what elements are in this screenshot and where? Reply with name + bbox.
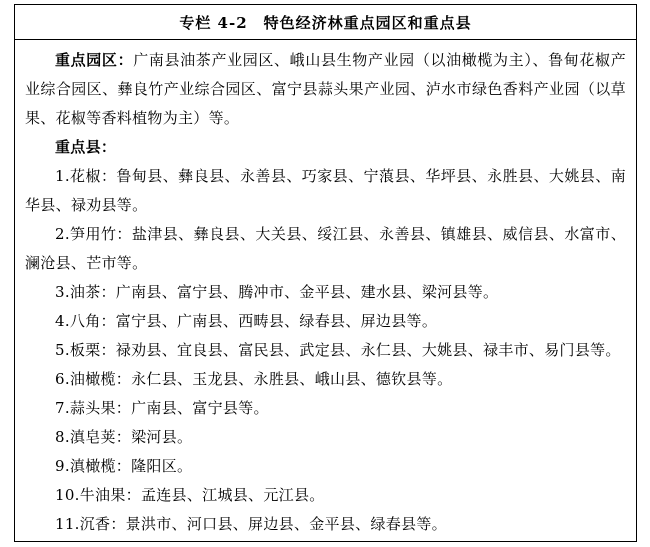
key-parks-text: 广南县油茶产业园区、峨山县生物产业园（以油橄榄为主）、鲁甸花椒产业综合园区、彝良竹产业综合园区、富宁县蒜头果产业园、泸水市绿色香料产业园（以草果、花椒等香料植物为主）等。 xyxy=(25,51,626,127)
county-item-3: 3.油茶：广南县、富宁县、腾冲市、金平县、建水县、梁河县等。 xyxy=(55,283,499,301)
feature-box xyxy=(14,4,637,542)
county-item-10: 10.牛油果：孟连县、江城县、元江县。 xyxy=(55,486,325,504)
county-item-1: 1.花椒：鲁甸县、彝良县、永善县、巧家县、宁蒗县、华坪县、永胜县、大姚县、南华县、禄劝县等。 xyxy=(25,167,626,214)
county-item-11: 11.沉香：景洪市、河口县、屏边县、金平县、绿春县等。 xyxy=(55,515,447,533)
county-item-8: 8.滇皂荚：梁河县。 xyxy=(55,428,193,446)
county-item-6: 6.油橄榄：永仁县、玉龙县、永胜县、峨山县、德钦县等。 xyxy=(55,370,453,388)
county-item-7: 7.蒜头果：广南县、富宁县等。 xyxy=(55,399,269,417)
county-item-5: 5.板栗：禄劝县、宜良县、富民县、武定县、永仁县、大姚县、禄丰市、易门县等。 xyxy=(55,341,621,359)
box-title: 专栏 4-2 特色经济林重点园区和重点县 xyxy=(15,5,636,40)
key-counties-label: 重点县： xyxy=(55,138,117,156)
county-item-9: 9.滇橄榄：隆阳区。 xyxy=(55,457,193,475)
county-item-4: 4.八角：富宁县、广南县、西畴县、绿春县、屏边县等。 xyxy=(55,312,438,330)
county-item-2: 2.笋用竹：盐津县、彝良县、大关县、绥江县、永善县、镇雄县、威信县、水富市、澜沧县、芒市等。 xyxy=(25,225,626,272)
key-parks-label: 重点园区： xyxy=(55,51,134,69)
box-content xyxy=(15,40,636,539)
key-parks-paragraph xyxy=(25,46,626,133)
